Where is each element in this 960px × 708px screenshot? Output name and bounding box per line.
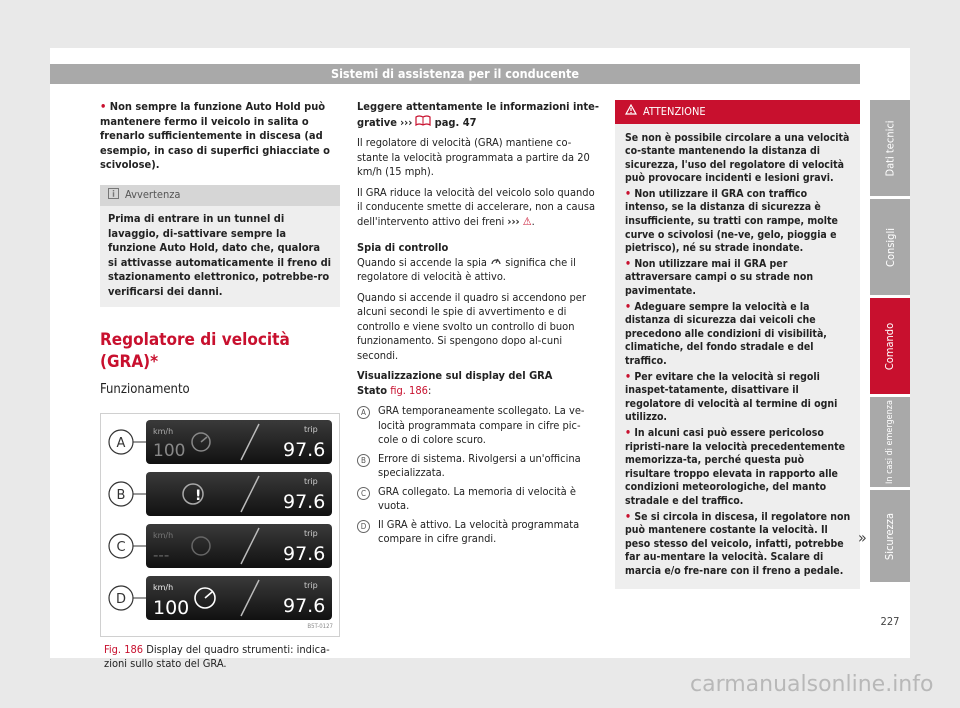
trip-value: 97.6 <box>283 543 326 565</box>
trip-label: trip <box>304 581 318 590</box>
warning-bullet: • In alcuni casi può essere pericoloso ripristi-nare la velocità precedentemente memorizza-ta, perché questa può risultare troppo elevata in rapporto alle condizioni meteorologiche, del manto stradale e del traffico. <box>625 426 846 507</box>
read-info-line: Leggere attentamente le informazioni inte-grative ››› pag. 47 <box>357 100 599 129</box>
warning-bullet: • Se si circola in discesa, il regolatore non può mantenere costante la velocità. Il peso stesso del veicolo, infatti, potrebbe far au-mentare la velocità. Scalare di marcia e/o fre-nare con il freno a pedale. <box>625 510 851 577</box>
display-row-b <box>109 472 332 516</box>
warning-bullet: • Per evitare che la velocità si regoli inaspet-tatamente, disattivare il regolatore di velocità al termine di ogni utilizzo. <box>625 370 838 424</box>
warning-header <box>615 100 860 124</box>
warning-bullet: • Non utilizzare mai il GRA per attraversare campi o su strade non pavimentate. <box>625 257 814 298</box>
row-letter: A <box>116 436 126 451</box>
cross-ref-arrows: ››› <box>507 214 520 228</box>
figure-caption <box>100 637 340 676</box>
cross-ref-arrows: ››› <box>400 115 413 129</box>
continue-mark: » <box>858 528 867 547</box>
tab-emergenza[interactable]: In casi di emergenza <box>870 397 910 487</box>
list-item: A GRA temporaneamente scollegato. La ve-locità programmata compare in cifre pic-cole o di colore scuro. <box>357 404 600 448</box>
paragraph-1: Il regolatore di velocità (GRA) mantiene co-stante la velocità programmata a partire da 20 km/h (15 mph). <box>357 136 590 178</box>
list-item: D Il GRA è attivo. La velocità programmata compare in cifre grandi. <box>357 518 600 547</box>
speed-unit: km/h <box>153 583 174 592</box>
spia-text: Quando si accende la spia significa che il regolatore di velocità è attivo. <box>357 255 576 283</box>
item-tag: B <box>357 454 370 467</box>
trip-label: trip <box>304 425 318 434</box>
bullet-icon: • <box>625 426 632 439</box>
bullet-icon: • <box>100 100 107 113</box>
warning-mark: ! <box>195 488 202 504</box>
bullet-icon: • <box>625 300 632 313</box>
figure-code: B5T-0127 <box>307 622 333 630</box>
stato-line: Stato fig. 186: <box>357 383 432 397</box>
column-right <box>615 100 860 589</box>
spia-title: Spia di controllo <box>357 241 449 254</box>
section-title: Regolatore di velocità (GRA)* <box>100 330 290 372</box>
info-icon <box>108 188 119 204</box>
warning-body <box>615 124 860 589</box>
caption-label: Fig. 186 <box>104 643 144 656</box>
warning-triangle-icon: ⚠ <box>522 214 532 228</box>
speed-unit: km/h <box>153 427 174 436</box>
row-letter: D <box>115 592 127 607</box>
set-speed: 100 <box>153 597 190 619</box>
tab-consigli[interactable]: Consigli <box>870 199 910 295</box>
vis-title: Visualizzazione sul display del GRA <box>357 369 553 382</box>
warning-bullet: • Non utilizzare il GRA con traffico intenso, se la distanza di sicurezza è insufficiente, su tratti con rampe, molte curve o scivolosi (ne-ve, gelo, pioggia e pietrisco), né su strade inondate. <box>625 187 838 255</box>
caption-text: Display del quadro strumenti: indica-zioni sullo stato del GRA. <box>104 643 330 670</box>
subsection-title: Funzionamento <box>100 382 190 397</box>
warning-box <box>615 100 860 589</box>
warning-bullet: • Adeguare sempre la velocità e la distanza di sicurezza dai veicoli che precedono alle condizioni di visibilità, climatiche, del fondo stradale e del traffico. <box>625 300 827 367</box>
row-letter: C <box>116 540 126 555</box>
speed-unit: km/h <box>153 531 174 540</box>
note-text: Prima di entrare in un tunnel di lavaggio, di-sattivare sempre la funzione Auto Hold, dato che, qualora si attivasse automaticamente il freno di stazionamento elettronico, potrebbe-ro verificarsi dei danni. <box>108 212 332 298</box>
intro-bullet: • Non sempre la funzione Auto Hold può mantenere fermo il veicolo in salita o frenarlo sufficientemente in discesa (ad esempio, in caso di superfici ghiacciate o scivolose). <box>100 100 330 171</box>
figure-186 <box>100 413 340 637</box>
bullet-icon: • <box>625 510 632 523</box>
row-letter: B <box>116 488 126 503</box>
set-speed: 100 <box>153 441 186 461</box>
list-item: B Errore di sistema. Rivolgersi a un'officina specializzata. <box>357 452 600 481</box>
column-left <box>100 100 340 676</box>
trip-value: 97.6 <box>283 595 326 617</box>
bullet-icon: • <box>625 257 632 270</box>
note-title: Avvertenza <box>125 188 181 201</box>
page-ref-link[interactable]: pag. 47 <box>434 115 477 129</box>
paragraph-3: Quando si accende il quadro si accendono per alcuni secondi le spie di avvertimento e di controllo e viene svolto un controllo di buon funzionamento. Si spengono dopo al-cuni secondi. <box>357 290 586 362</box>
bullet-icon: • <box>625 187 632 200</box>
cluster-display-illustration <box>101 414 339 636</box>
page-number: 227 <box>880 615 900 628</box>
display-row-d <box>109 576 332 620</box>
book-icon <box>415 116 431 129</box>
column-middle <box>357 100 600 551</box>
item-tag: D <box>357 520 370 533</box>
display-row-a <box>109 420 332 464</box>
paragraph-2: Il GRA riduce la velocità del veicolo solo quando il conducente smette di accelerare, non a causa dell'intervento attivo dei freni ››› ⚠. <box>357 185 596 228</box>
list-item: C GRA collegato. La memoria di velocità è vuota. <box>357 485 600 514</box>
set-speed: --- <box>153 546 170 564</box>
watermark: carmanualsonline.info <box>690 672 934 697</box>
warning-intro: Se non è possibile circolare a una velocità co-stante mantenendo la distanza di sicurezza, l'uso del regolatore di velocità può provocare incidenti e lesioni gravi. <box>625 131 850 185</box>
warning-title: ATTENZIONE <box>643 104 706 118</box>
fig-ref-link[interactable]: fig. 186 <box>390 383 428 397</box>
note-box <box>100 185 340 308</box>
page-header: Sistemi di assistenza per il conducente <box>50 64 860 84</box>
trip-label: trip <box>304 477 318 486</box>
warning-triangle-icon <box>625 104 637 120</box>
trip-label: trip <box>304 529 318 538</box>
tab-sicurezza[interactable]: Sicurezza <box>870 490 910 582</box>
trip-value: 97.6 <box>283 439 326 461</box>
display-row-c <box>109 524 332 568</box>
tab-dati-tecnici[interactable]: Dati tecnici <box>870 100 910 196</box>
cruise-control-icon <box>490 256 502 269</box>
item-tag: C <box>357 487 370 500</box>
trip-value: 97.6 <box>283 491 326 513</box>
item-tag: A <box>357 406 370 419</box>
note-header <box>100 185 340 207</box>
bullet-icon: • <box>625 370 632 383</box>
tab-comando[interactable]: Comando <box>870 298 910 394</box>
